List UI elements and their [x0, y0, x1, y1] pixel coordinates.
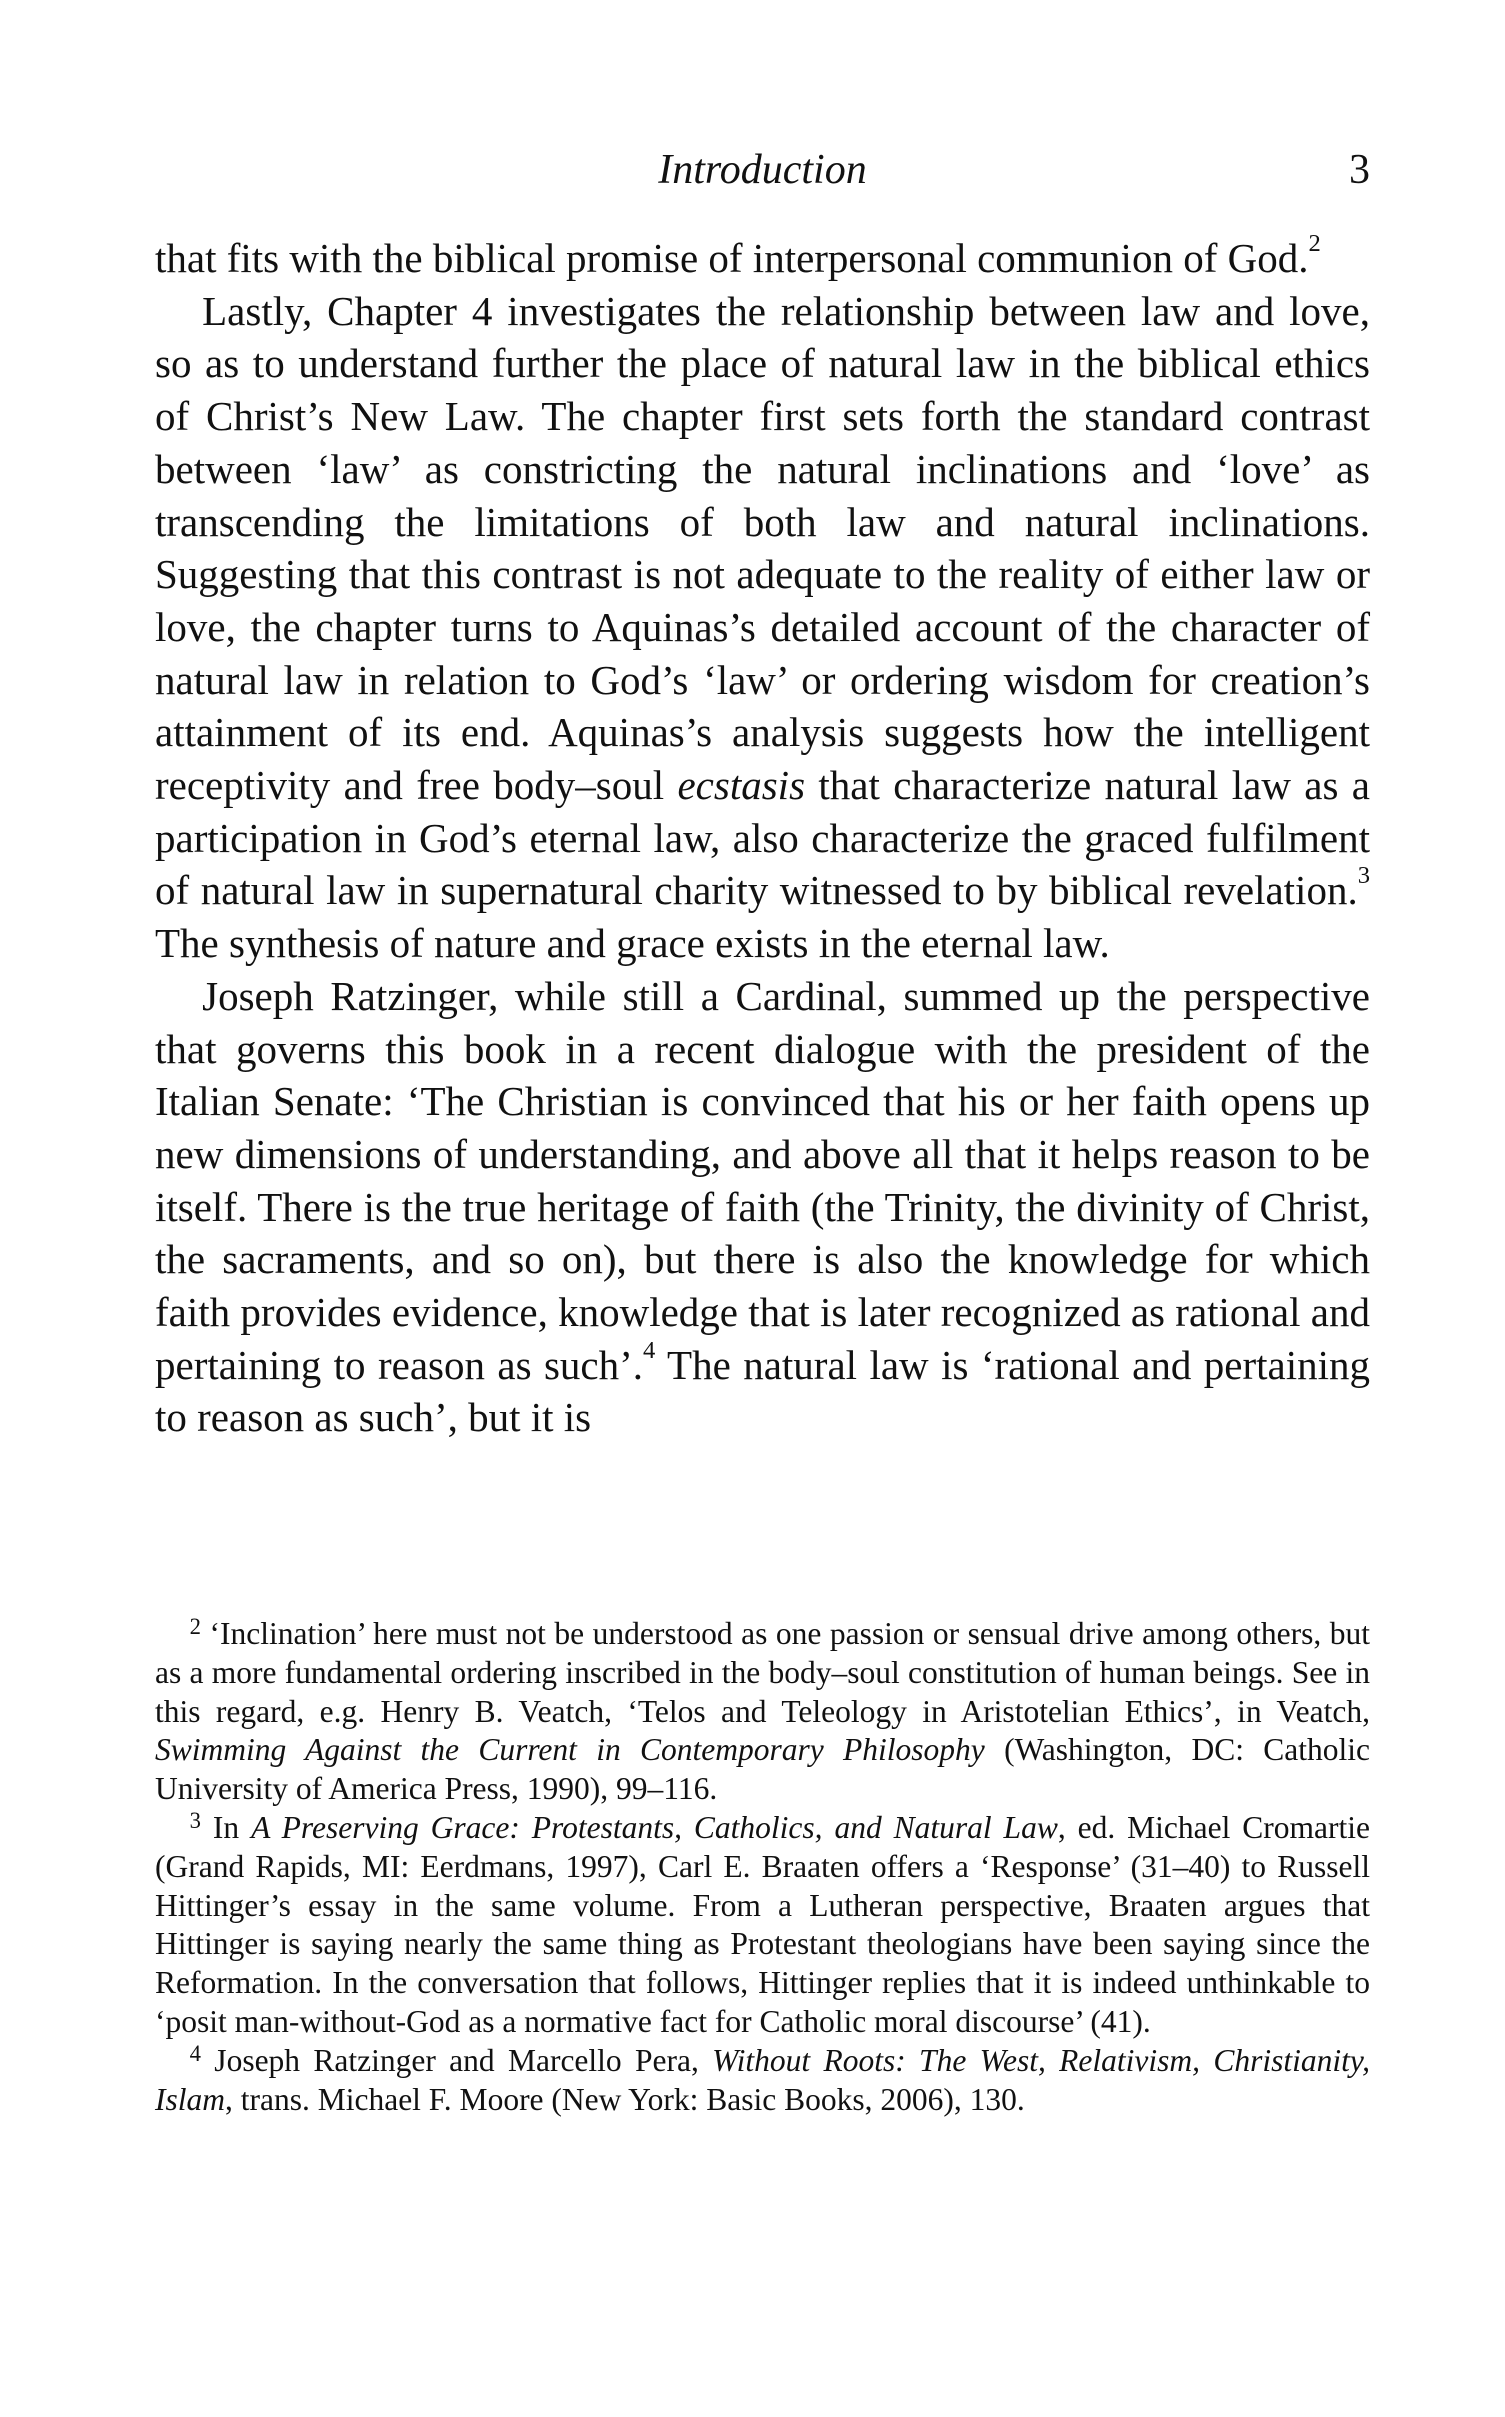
main-text [155, 232, 1370, 1444]
footnote-3-text-c: , ed. Michael Cromartie (Grand Rapids, MI: Eerdmans, 1997), Carl E. Braaten offers a ‘Response’ (31–40) to Russell Hittinger’s essay in the same volume. From a Lutheran perspective, Braaten argues that Hittinger is saying nearly the same thing as Protestant theologians have been saying since the Reformation. In the conversation that follows, Hittinger replies that it is indeed unthinkable to ‘posit man-without-God as a normative fact for Catholic moral discourse’ (41). [155, 1809, 1370, 2039]
paragraph-3 [155, 970, 1370, 1444]
footnote-3-text-a: In [200, 1809, 252, 1845]
footnotes [155, 1615, 1370, 2119]
paragraph-2-text-c: that characterize natural law as a participation in God’s eternal law, also characterize the graced fulfilment of natural law in supernatural charity witnessed to by biblical revelation. [155, 762, 1370, 914]
paragraph-2-italic: ecstasis [677, 762, 806, 809]
paragraph-2 [155, 285, 1370, 970]
page-number: 3 [1349, 147, 1370, 193]
footnote-4 [155, 2042, 1370, 2120]
footnote-3 [155, 1809, 1370, 2042]
footnote-ref-2: 2 [1308, 230, 1321, 258]
footnote-2 [155, 1615, 1370, 1809]
footnote-4-text-c: , trans. Michael F. Moore (New York: Basic Books, 2006), 130. [225, 2081, 1025, 2117]
footnote-2-number: 2 [189, 1613, 201, 1639]
paragraph-1-text: that fits with the biblical promise of interpersonal communion of God. [155, 235, 1309, 281]
paragraph-2-text-d: The synthesis of nature and grace exists in the eternal law. [155, 920, 1110, 967]
footnote-3-number: 3 [189, 1807, 201, 1833]
footnote-4-italic: Without Roots: The West, Relativism, Christianity, Islam [155, 2042, 1370, 2117]
footnote-4-number: 4 [189, 2040, 201, 2066]
paragraph-1 [155, 232, 1370, 285]
footnote-ref-3: 3 [1357, 862, 1370, 890]
footnote-3-italic: A Preserving Grace: Protestants, Catholics, and Natural Law [251, 1809, 1058, 1845]
footnote-2-italic: Swimming Against the Current in Contemporary Philosophy [155, 1732, 985, 1768]
paragraph-3-text-b: The natural law is ‘rational and pertaining to reason as such’, but it is [155, 1341, 1370, 1441]
running-head [155, 142, 1370, 202]
footnote-2-text-a: ‘Inclination’ here must not be understood as one passion or sensual drive among others, but as a more fundamental ordering inscribed in the body–soul constitution of human beings. See in this regard, e.g. Henry B. Veatch, ‘Telos and Teleology in Aristotelian Ethics’, in Veatch, [155, 1616, 1370, 1729]
footnote-2-text-c: (Washington, DC: Catholic University of America Press, 1990), 99–116. [155, 1732, 1370, 1807]
paragraph-3-text-a: Joseph Ratzinger, while still a Cardinal, summed up the perspective that governs this book in a recent dialogue with the president of the Italian Senate: ‘The Christian is convinced that his or her faith opens up new dimensions of understanding, and above all that it helps reason to be itself. There is the true heritage of faith (the Trinity, the divinity of Christ, the sacraments, and so on), but there is also the knowledge for which faith provides evidence, knowledge that is later recognized as rational and pertaining to reason as such’. [155, 972, 1370, 1388]
footnote-ref-4: 4 [643, 1336, 656, 1364]
footnote-4-text-a: Joseph Ratzinger and Marcello Pera, [200, 2042, 713, 2078]
paragraph-2-text-a: Lastly, Chapter 4 investigates the relationship between law and love, so as to understand further the place of natural law in the biblical ethics of Christ’s New Law. The chapter first sets forth the standard contrast between ‘law’ as constricting the natural inclinations and ‘love’ as transcending the limitations of both law and natural inclinations. Suggesting that this contrast is not adequate to the reality of either law or love, the chapter turns to Aquinas’s detailed account of the character of natural law in relation to God’s ‘law’ or ordering wisdom for creation’s attainment of its end. Aquinas’s analysis suggests how the intelligent receptivity and free body–soul [155, 287, 1370, 809]
chapter-title: Introduction [658, 147, 867, 193]
